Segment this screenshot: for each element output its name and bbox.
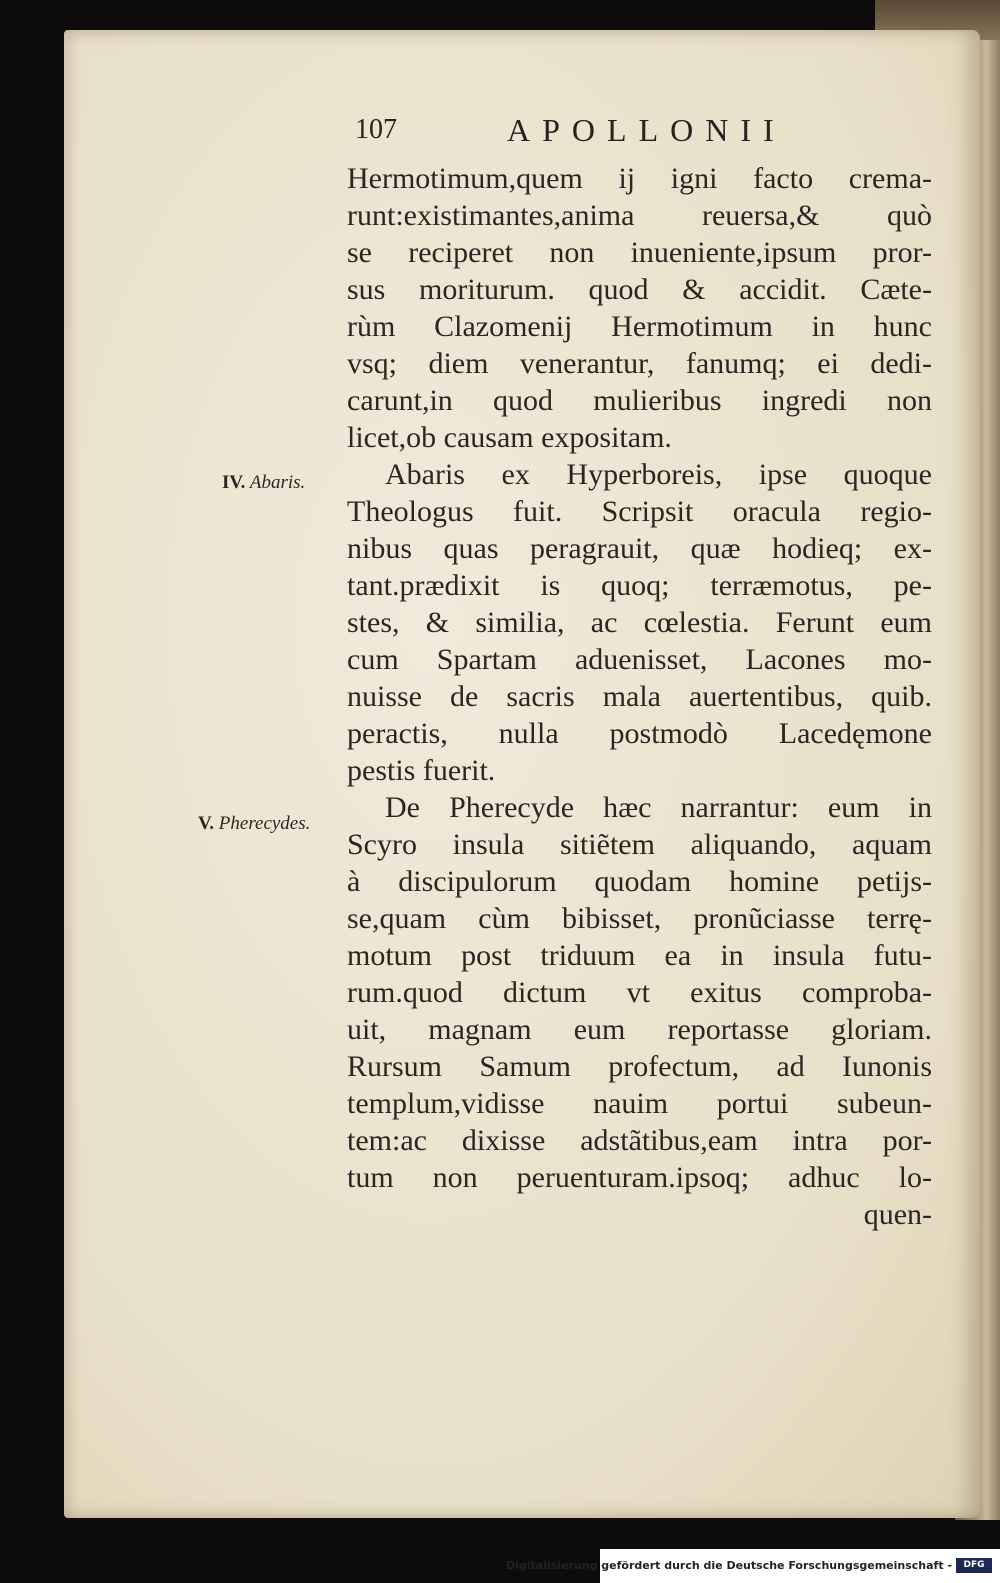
margin-note-numeral: V. [198, 813, 215, 834]
text-line: carunt,in quod mulieribus ingredi non [347, 384, 932, 417]
text-line: templum,vidisse nauim portui subeun- [347, 1087, 932, 1120]
text-line: se reciperet non inueniente,ipsum pror- [347, 236, 932, 269]
text-line: Rursum Samum profectum, ad Iunonis [347, 1050, 932, 1083]
text-line: Theologus fuit. Scripsit oracula regio- [347, 495, 932, 528]
text-line: licet,ob causam expositam. [347, 421, 672, 454]
text-line: Abaris ex Hyperboreis, ipse quoque [385, 458, 932, 491]
text-line: runt:existimantes,anima reuersa,& quò [347, 199, 932, 232]
text-line: rum.quod dictum vt exitus comproba- [347, 976, 932, 1009]
text-line: peractis, nulla postmodò Lacedęmone [347, 717, 932, 750]
text-line: rùm Clazomenij Hermotimum in hunc [347, 310, 932, 343]
page-header [355, 112, 915, 152]
text-line: stes, & similia, ac cœlestia. Ferunt eum [347, 606, 932, 639]
text-line: sus moriturum. quod & accidit. Cæte- [347, 273, 932, 306]
text-line: motum post triduum ea in insula futu- [347, 939, 932, 972]
text-line: nibus quas peragrauit, quæ hodieq; ex- [347, 532, 932, 565]
text-line: se,quam cùm bibisset, pronũciasse terrę- [347, 902, 932, 935]
page-number: 107 [355, 114, 397, 145]
text-line: nuisse de sacris mala auertentibus, quib. [347, 680, 932, 713]
running-title: APOLLONII [507, 112, 786, 148]
text-line: tem:ac dixisse adstãtibus,eam intra por- [347, 1124, 932, 1157]
text-line: pestis fuerit. [347, 754, 496, 787]
text-line: Scyro insula sitiẽtem aliquando, aquam [347, 828, 932, 861]
text-line: uit, magnam eum reportasse gloriam. [347, 1013, 932, 1046]
margin-note-pherecydes [198, 813, 310, 835]
margin-note-numeral: IV. [222, 472, 246, 493]
text-line: à discipulorum quodam homine petijs- [347, 865, 932, 898]
text-line: De Pherecyde hæc narrantur: eum in [385, 791, 932, 824]
text-line: tum non peruenturam.ipsoq; adhuc lo- [347, 1161, 932, 1194]
dfg-logo-icon: DFG [956, 1558, 992, 1573]
digitization-footer [505, 1549, 1000, 1583]
text-line: tant.prædixit is quoq; terræmotus, pe- [347, 569, 932, 602]
margin-note-name: Pherecydes. [218, 813, 311, 834]
margin-note-name: Abaris. [249, 472, 306, 493]
text-line: cum Spartam aduenisset, Lacones mo- [347, 643, 932, 676]
body-text [347, 160, 932, 1233]
text-line: Hermotimum,quem ij igni facto crema- [347, 162, 932, 195]
margin-note-abaris [222, 472, 305, 494]
catchword: quen- [863, 1198, 932, 1231]
footer-credit: Digitalisierung gefördert durch die Deutsche Forschungsgemeinschaft - [505, 1559, 952, 1572]
text-line: vsq; diem venerantur, fanumq; ei dedi- [347, 347, 932, 380]
